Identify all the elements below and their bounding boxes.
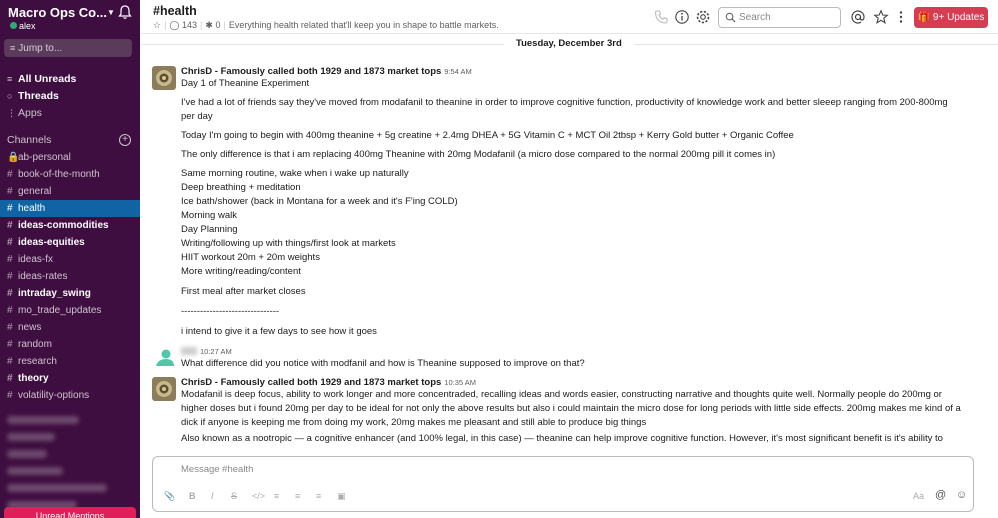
message-line: Deep breathing + meditation [181,182,301,193]
updates-button[interactable] [914,7,988,28]
date-divider-label[interactable]: Tuesday, December 3rd [504,38,634,49]
presence-dot-icon [10,22,17,29]
sender-name[interactable]: ChrisD - Famously called both 1929 and 1873 market tops [181,66,442,77]
hash-icon: # [7,237,13,248]
channel-topic[interactable]: Everything health related that'll keep you in shape to battle markets. [228,20,499,30]
hash-icon: # [7,254,13,265]
channel-name: ideas-rates [18,271,68,282]
channels-section-header[interactable] [7,134,133,148]
redacted-dm[interactable] [7,433,55,441]
avatar[interactable] [152,377,176,401]
message-sender[interactable] [181,377,981,388]
info-icon[interactable] [674,9,690,25]
channel-name: ideas-equities [18,237,85,248]
message-line: Today I'm going to begin with 400mg theanine + 5g creatine + 2.4mg DHEA + 5G Vitamin C + MCT Oil 2tbsp + Kerry Gold butter + Organic Coffee [181,130,794,141]
channel-name: health [18,203,46,214]
message-composer[interactable] [152,456,974,512]
unread-mentions-label: Unread Mentions [35,511,105,518]
sidebar-item-theory[interactable] [0,370,140,387]
channel-name: ideas-fx [18,254,54,265]
sidebar-item-ideas-rates[interactable] [0,268,140,285]
channels-header-label: Channels [7,134,52,146]
hash-icon: # [7,186,13,197]
sidebar-item-label: Apps [18,107,42,119]
sidebar-item-label: Threads [18,90,59,102]
threads-icon: ○ [7,91,13,101]
channel-title[interactable]: #health [153,4,197,18]
sidebar-item-label: All Unreads [18,73,77,85]
sidebar-item-book-of-the-month[interactable] [0,166,140,183]
hash-icon: # [7,288,13,299]
channel-name: general [18,186,52,197]
avatar[interactable] [152,346,176,370]
jump-to-label: Jump to... [18,43,63,54]
message-line: First meal after market closes [181,286,306,297]
lock-icon: 🔒 [7,152,20,163]
emoji-icon[interactable]: ☺ [956,489,968,501]
indent-icon[interactable]: ≡ [316,491,322,501]
jump-to-button[interactable] [4,39,132,57]
channel-name: news [18,322,42,333]
message-line: higher doses but i found 20mg per day to be ideal for not only the above results but also i could maintain the micro dose for long periods with little side effects. 200mg makes me kind of a [181,403,961,414]
redacted-dm[interactable] [7,484,107,492]
bell-icon[interactable] [116,3,134,21]
bulleted-list-icon[interactable]: ≡ [274,491,280,501]
workspace-name[interactable]: Macro Ops Co... [8,5,107,20]
jump-icon: ≡ [10,43,16,53]
hash-icon: # [7,339,13,350]
channel-name: ideas-commodities [18,220,109,231]
code-icon[interactable]: </> [252,491,266,501]
mention-icon[interactable]: @ [935,489,947,501]
avatar[interactable] [152,66,176,90]
avatar-image [152,377,176,401]
strikethrough-icon[interactable]: S [231,491,238,501]
message-timestamp[interactable]: 9:54 AM [444,67,472,76]
sidebar-item-all-unreads[interactable] [0,71,140,88]
message-text [181,388,981,446]
search-input[interactable] [718,7,841,28]
channel-name: ab-personal [18,152,71,163]
sidebar-item-health[interactable] [0,200,140,217]
unread-mentions-button[interactable] [4,507,136,518]
channel-name: intraday_swing [18,288,91,299]
message-line: Day Planning [181,224,238,235]
redacted-dm[interactable] [7,467,63,475]
message-line: Same morning routine, wake when i wake up naturally [181,168,409,179]
workspace-header[interactable] [8,4,134,34]
composer-placeholder: Message #health [181,464,254,475]
message-line: Modafanil is deep focus, ability to work longer and more concentraded, recalling ideas and words easier, constructing narrative and thoughts quite well. Normally people do 200mg or [181,389,942,400]
message-line: Writing/following up with things/first look at markets [181,238,396,249]
message-timestamp[interactable]: 10:27 AM [200,347,232,356]
current-user-name: alex [19,21,36,31]
message-sender[interactable] [181,346,981,357]
sidebar-item-news[interactable] [0,319,140,336]
updates-label: 9+ Updates [932,12,985,23]
search-icon [725,12,736,23]
message-line: Also known as a nootropic — a cognitive enhancer (and 100% legal, in this case) — theanine can help improve cognitive function. However, it's most significant benefit is it's ability to [181,433,943,444]
attach-icon[interactable]: 📎 [164,491,176,501]
code-block-icon[interactable]: ▣ [337,491,346,501]
sidebar [0,0,140,518]
channel-list [0,149,140,404]
message-list[interactable] [140,34,998,454]
pin-icon[interactable]: ✱ [205,20,213,30]
message-text [181,357,981,371]
sidebar-item-apps[interactable] [0,105,140,122]
hash-icon: # [7,390,13,401]
message-line: What difference did you notice with modfanil and how is Theanine supposed to improve on that? [181,358,585,369]
sidebar-nav [0,71,140,122]
message-timestamp[interactable]: 10:35 AM [444,378,476,387]
channel-name: book-of-the-month [18,169,100,180]
message-sender[interactable] [181,66,981,77]
sidebar-item-random[interactable] [0,336,140,353]
apps-icon: ⋮ [7,108,16,118]
message-text [181,77,981,339]
redacted-header [7,416,79,424]
bold-icon[interactable]: B [189,491,196,501]
sender-name[interactable]: ChrisD - Famously called both 1929 and 1873 market tops [181,377,442,388]
sidebar-item-ideas-commodities[interactable] [0,217,140,234]
channel-name: random [18,339,52,350]
message-line: Ice bath/shower (back in Montana for a week and it's F'ing COLD) [181,196,458,207]
member-count[interactable]: 143 [182,20,198,30]
sidebar-item-ideas-fx[interactable] [0,251,140,268]
add-channel-icon[interactable]: + [119,134,131,146]
redacted-dm[interactable] [7,450,47,458]
mention-icon[interactable] [850,9,866,25]
channel-header [140,0,998,34]
composer-toolbar [153,491,975,507]
message-line: More writing/reading/content [181,266,301,277]
gift-icon: 🎁 [917,12,931,23]
message-line: dick if anyone is keeping me from doing my work, 20mg makes me pleasant and still able to produce big things [181,417,647,428]
format-text-icon[interactable]: Aa [913,491,925,501]
hash-icon: # [7,356,13,367]
date-divider [140,36,998,52]
sidebar-item-volatility-options[interactable] [0,387,140,404]
message-line: ------------------------------- [181,306,280,317]
message-line: HIIT workout 20m + 20m weights [181,252,320,263]
current-user[interactable] [10,21,36,31]
message-line: per day [181,111,213,122]
hash-icon: # [7,203,13,214]
star-icon[interactable]: ☆ [153,20,162,30]
search-placeholder: Search [739,12,771,23]
hash-icon: # [7,220,13,231]
channel-name: research [18,356,57,367]
phone-icon[interactable] [653,9,669,25]
channel-name: volatility-options [18,390,90,401]
sidebar-item-general[interactable] [0,183,140,200]
channel-name: theory [18,373,49,384]
pin-count[interactable]: 0 [215,20,221,30]
chevron-down-icon[interactable]: ▼ [107,8,115,17]
sidebar-item-research[interactable] [0,353,140,370]
sidebar-item-intraday-swing[interactable] [0,285,140,302]
channel-meta: ☆ | ◯ 143 | ✱ 0 | Everything health related that'll keep you in shape to battle markets. [153,20,499,30]
more-vertical-icon[interactable] [893,9,909,25]
italic-icon[interactable]: I [211,491,214,501]
gear-icon[interactable] [695,9,711,25]
sidebar-item-threads[interactable] [0,88,140,105]
redacted-sender-name[interactable] [181,347,197,355]
star-icon[interactable] [873,9,889,25]
numbered-list-icon[interactable]: ≡ [295,491,301,501]
message-line: i intend to give it a few days to see how it goes [181,326,377,337]
avatar-image [152,66,176,90]
message-line: The only difference is that i am replacing 400mg Theanine with 20mg Modafanil (a micro dose compared to the normal 200mg pill it comes in) [181,149,776,160]
hash-icon: # [7,373,13,384]
all-unreads-icon: ≡ [7,74,13,84]
members-icon[interactable]: ◯ [169,20,180,30]
message-line: I've had a lot of friends say they've moved from modafanil to theanine in order to improve cognitive function, productivity of knowledge work and better sleeep ranging from 200-800mg [181,97,948,108]
sidebar-item-ab-personal[interactable] [0,149,140,166]
message-line: Day 1 of Theanine Experiment [181,78,310,89]
hash-icon: # [7,169,13,180]
default-avatar-icon [152,346,176,370]
sidebar-item-mo-trade-updates[interactable] [0,302,140,319]
hash-icon: # [7,271,13,282]
sidebar-item-ideas-equities[interactable] [0,234,140,251]
channel-name: mo_trade_updates [18,305,102,316]
message-line: Morning walk [181,210,237,221]
hash-icon: # [7,305,13,316]
hash-icon: # [7,322,13,333]
direct-messages-section [7,416,133,518]
